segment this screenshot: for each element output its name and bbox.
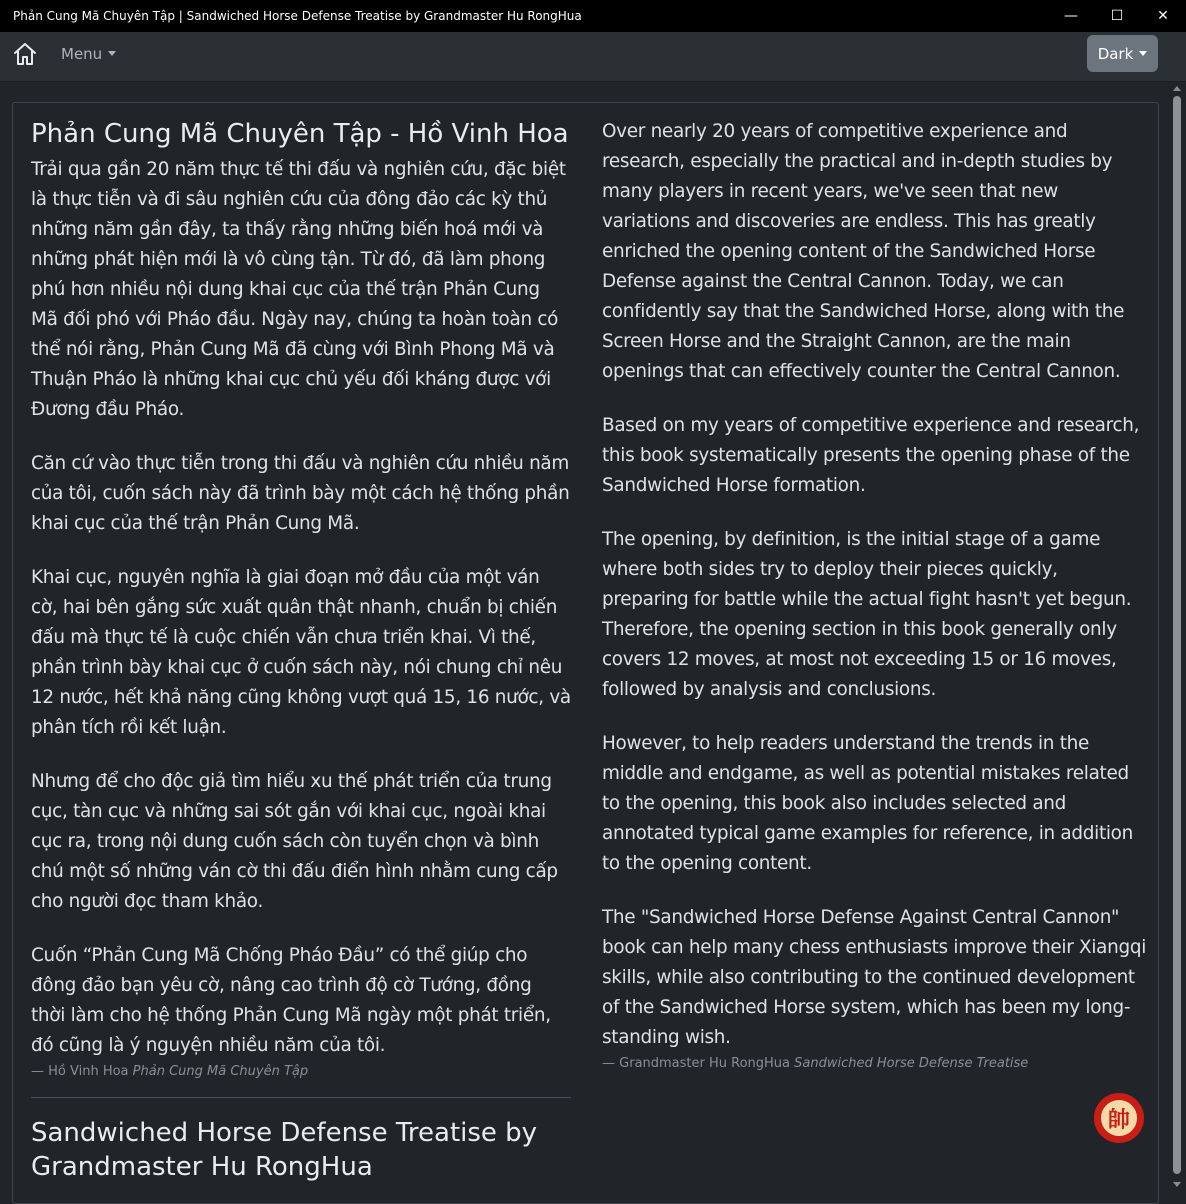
- scrollbar-thumb[interactable]: [1173, 96, 1181, 1174]
- menu-dropdown[interactable]: [61, 45, 116, 63]
- citation-work: Phản Cung Mã Chuyên Tập: [132, 1064, 309, 1079]
- theme-dropdown-button[interactable]: [1087, 35, 1158, 72]
- content-card: [12, 102, 1159, 1204]
- paragraph: Over nearly 20 years of competitive experience and research, especially the practical and in-depth studies by many players in recent years, we've seen that new variations and discoveries are endless. This has greatly enriched the opening content of the Sandwiched Horse Defense against the Central Cannon. Today, we can confidently say that the Sandwiched Horse, along with the Screen Horse and the Straight Cannon, are the main openings that can effectively counter the Central Cannon.: [602, 121, 1125, 382]
- paragraph: Trải qua gần 20 năm thực tế thi đấu và nghiên cứu, đặc biệt là thực tiễn và đi sâu nghiên cứu của đông đảo các kỳ thủ những năm gần đây, ta thấy rằng những biến hoá mới và những phát hiện mới là vô cùng tận. Từ đó, đã làm phong phú hơn nhiều nội dung khai cục của thế trận Phản Cung Mã đối phó với Pháo đầu. Ngày nay, chúng ta hoàn toàn có thể nói rằng, Phản Cung Mã đã cùng với Bình Phong Mã và Thuận Pháo là những khai cục chủ yếu đối kháng được với Đương đầu Pháo.: [31, 159, 566, 420]
- paragraph: Căn cứ vào thực tiễn trong thi đấu và nghiên cứu nhiều năm của tôi, cuốn sách này đã trình bày một cách hệ thống phần khai cục của thế trận Phản Cung Mã.: [31, 453, 570, 534]
- divider: [31, 1097, 571, 1098]
- home-icon[interactable]: [12, 41, 38, 67]
- paragraph: Based on my years of competitive experience and research, this book systematically presents the opening phase of the Sandwiched Horse formation.: [602, 415, 1140, 496]
- citation: [602, 1055, 1147, 1073]
- theme-label: Dark: [1097, 44, 1134, 63]
- stamp-glyph: 帥: [1099, 1098, 1139, 1138]
- vietnamese-column: [31, 117, 571, 1184]
- window-title: Phản Cung Mã Chuyên Tập | Sandwiched Horse Defense Treatise by Grandmaster Hu RongHua: [13, 9, 582, 23]
- scroll-up-icon[interactable]: [1173, 86, 1181, 91]
- general-piece-icon[interactable]: [1094, 1093, 1144, 1143]
- scrollbar[interactable]: [1168, 82, 1186, 1193]
- citation: [31, 1063, 571, 1081]
- paragraph: Khai cục, nguyên nghĩa là giai đoạn mở đầu của một ván cờ, hai bên gắng sức xuất quân thật nhanh, chuẩn bị chiến đấu mà thực tế là cuộc chiến vẫn chưa triển khai. Vì thế, phần trình bày khai cục ở cuốn sách này, nói chung chỉ nêu 12 nước, hết khả năng cũng không vượt quá 15, 16 nước, và phân tích rồi kết luận.: [31, 567, 571, 738]
- close-button[interactable]: ✕: [1157, 8, 1169, 24]
- english-column: [602, 117, 1147, 1073]
- citation-author: — Hồ Vinh Hoa: [31, 1064, 129, 1079]
- maximize-button[interactable]: ☐: [1110, 8, 1124, 24]
- chevron-down-icon: [1139, 51, 1147, 56]
- section-title: Sandwiched Horse Defense Treatise by Grandmaster Hu RongHua: [31, 1118, 538, 1182]
- paragraph: The "Sandwiched Horse Defense Against Central Cannon" book can help many chess enthusiasts improve their Xiangqi skills, while also contributing to the continued development of the Sandwiched Horse system, which has been my long-standing wish.: [602, 907, 1147, 1048]
- citation-author: — Grandmaster Hu RongHua: [602, 1056, 791, 1071]
- minimize-button[interactable]: —: [1064, 8, 1078, 24]
- scroll-down-icon[interactable]: [1173, 1182, 1181, 1187]
- page-title: Phản Cung Mã Chuyên Tập - Hồ Vinh Hoa: [31, 119, 569, 149]
- paragraph: However, to help readers understand the trends in the middle and endgame, as well as potential mistakes related to the opening, this book also includes selected and annotated typical game examples for reference, in addition to the opening content.: [602, 733, 1133, 874]
- paragraph: Nhưng để cho độc giả tìm hiểu xu thế phát triển của trung cục, tàn cục và những sai sót gắn với khai cục, ngoài khai cục ra, trong nội dung cuốn sách còn tuyển chọn và bình chú một số những ván cờ thi đấu điển hình nhằm cung cấp cho người đọc tham khảo.: [31, 771, 558, 912]
- chevron-down-icon: [108, 51, 116, 56]
- window-titlebar: [0, 0, 1186, 32]
- paragraph: Cuốn “Phản Cung Mã Chống Pháo Đầu” có thể giúp cho đông đảo bạn yêu cờ, nâng cao trình độ cờ Tướng, đồng thời làm cho hệ thống Phản Cung Mã ngày một phát triển, đó cũng là ý nguyện nhiều năm của tôi.: [31, 945, 551, 1056]
- navbar: [0, 32, 1186, 82]
- paragraph: The opening, by definition, is the initial stage of a game where both sides try to deploy their pieces quickly, preparing for battle while the actual fight hasn't yet begun. Therefore, the opening section in this book generally only covers 12 moves, at most not exceeding 15 or 16 moves, followed by analysis and conclusions.: [602, 529, 1132, 700]
- citation-work: Sandwiched Horse Defense Treatise: [794, 1056, 1029, 1071]
- menu-label: Menu: [61, 45, 103, 63]
